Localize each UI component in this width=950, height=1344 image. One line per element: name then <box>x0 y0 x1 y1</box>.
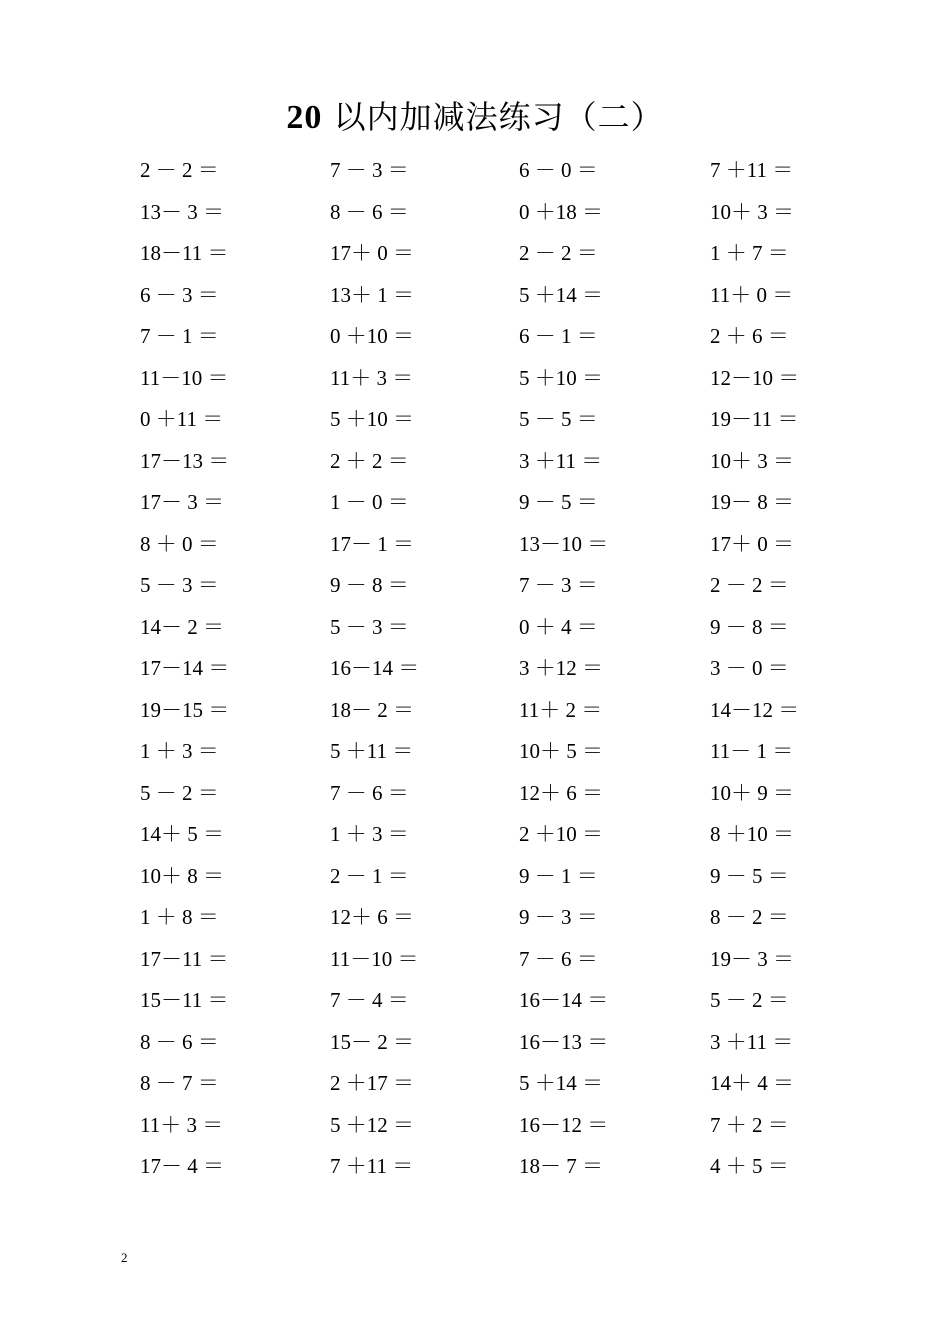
problem-cell: 12＋ 6 ＝ <box>519 780 603 805</box>
problem-row <box>140 150 840 192</box>
problem-row <box>140 399 840 441</box>
problem-cell: 19－15 ＝ <box>140 697 230 722</box>
problem-cell: 8 － 6 ＝ <box>140 1029 219 1054</box>
problem-cell: 0 ＋10 ＝ <box>330 324 414 348</box>
problem-cell: 9 － 8 ＝ <box>330 573 409 597</box>
problem-cell: 7 － 4 ＝ <box>330 988 409 1012</box>
problem-cell: 18－ 2 ＝ <box>330 697 414 722</box>
problem-cell: 17－ 4 ＝ <box>140 1154 224 1178</box>
problem-cell: 18－11 ＝ <box>140 241 229 265</box>
problem-row <box>140 897 840 939</box>
problem-cell: 10＋ 3 ＝ <box>710 199 794 224</box>
problem-cell: 2 － 2 ＝ <box>710 573 789 597</box>
problem-cell: 10＋ 5 ＝ <box>519 739 603 763</box>
problem-cell: 0 ＋ 4 ＝ <box>519 614 598 639</box>
problem-cell: 5 ＋10 ＝ <box>330 407 414 431</box>
problem-cell: 0 ＋18 ＝ <box>519 199 603 224</box>
problem-cell: 3 ＋11 ＝ <box>710 1029 794 1054</box>
problem-cell: 5 － 3 ＝ <box>330 614 409 639</box>
problem-cell: 5 － 2 ＝ <box>710 988 789 1012</box>
problem-row <box>140 192 840 234</box>
problem-cell: 8 － 6 ＝ <box>330 199 409 224</box>
problem-cell: 16－14 ＝ <box>330 656 420 680</box>
problem-cell: 7 ＋11 ＝ <box>710 158 794 182</box>
page-number: 2 <box>121 1250 128 1265</box>
problem-row <box>140 358 840 400</box>
problem-row <box>140 524 840 566</box>
problem-cell: 7 － 3 ＝ <box>330 158 409 182</box>
problem-cell: 13－ 3 ＝ <box>140 199 224 224</box>
problem-cell: 9 － 1 ＝ <box>519 863 598 888</box>
problem-cell: 17－11 ＝ <box>140 946 229 971</box>
problem-cell: 11＋ 3 ＝ <box>140 1112 224 1137</box>
problem-cell: 1 ＋ 3 ＝ <box>140 739 219 763</box>
problem-cell: 5 ＋12 ＝ <box>330 1112 414 1137</box>
problem-row <box>140 233 840 275</box>
problem-cell: 2 ＋17 ＝ <box>330 1071 414 1095</box>
problem-cell: 1 － 0 ＝ <box>330 490 409 514</box>
title-number: 20 <box>286 99 323 136</box>
problem-cell: 19－11 ＝ <box>710 407 799 431</box>
problem-cell: 5 － 2 ＝ <box>140 780 219 805</box>
problem-cell: 7 ＋11 ＝ <box>330 1154 414 1178</box>
problem-row <box>140 731 840 773</box>
problem-cell: 11－ 1 ＝ <box>710 739 794 763</box>
problem-cell: 11＋ 0 ＝ <box>710 282 794 307</box>
problem-cell: 11－10 ＝ <box>140 365 229 390</box>
problem-cell: 1 ＋ 8 ＝ <box>140 905 219 929</box>
problem-row <box>140 607 840 649</box>
problem-cell: 1 ＋ 3 ＝ <box>330 822 409 846</box>
problem-row <box>140 1063 840 1105</box>
problem-cell: 11－10 ＝ <box>330 946 419 971</box>
problem-row <box>140 1105 840 1147</box>
problem-cell: 17＋ 0 ＝ <box>330 241 414 265</box>
problem-cell: 5 ＋10 ＝ <box>519 365 603 390</box>
problem-cell: 13＋ 1 ＝ <box>330 282 414 307</box>
problem-cell: 14－12 ＝ <box>710 697 800 722</box>
problem-row <box>140 441 840 483</box>
problem-cell: 19－ 8 ＝ <box>710 490 794 514</box>
problem-cell: 9 － 8 ＝ <box>710 614 789 639</box>
problem-cell: 17－13 ＝ <box>140 448 230 473</box>
problem-cell: 1 ＋ 7 ＝ <box>710 241 789 265</box>
title-text: 以内加减法练习（二） <box>322 98 664 136</box>
problem-cell: 16－14 ＝ <box>519 988 609 1012</box>
problem-row <box>140 316 840 358</box>
problem-cell: 7 － 3 ＝ <box>519 573 598 597</box>
problem-cell: 10＋ 3 ＝ <box>710 448 794 473</box>
problem-cell: 0 ＋11 ＝ <box>140 407 224 431</box>
problem-cell: 7 － 6 ＝ <box>519 946 598 971</box>
problem-cell: 11＋ 3 ＝ <box>330 365 414 390</box>
problem-cell: 2 ＋ 6 ＝ <box>710 324 789 348</box>
problem-cell: 7 － 1 ＝ <box>140 324 219 348</box>
problem-row <box>140 856 840 898</box>
problem-cell: 2 － 1 ＝ <box>330 863 409 888</box>
problem-cell: 9 － 3 ＝ <box>519 905 598 929</box>
problem-cell: 8 ＋10 ＝ <box>710 822 794 846</box>
problem-cell: 5 ＋11 ＝ <box>330 739 414 763</box>
problem-cell: 3 ＋12 ＝ <box>519 656 603 680</box>
page-title <box>0 92 950 138</box>
problem-cell: 10＋ 8 ＝ <box>140 863 224 888</box>
problem-cell: 3 ＋11 ＝ <box>519 448 603 473</box>
problem-cell: 14＋ 4 ＝ <box>710 1071 794 1095</box>
problem-row <box>140 939 840 981</box>
problem-row <box>140 980 840 1022</box>
problem-cell: 12＋ 6 ＝ <box>330 905 414 929</box>
problem-cell: 8 ＋ 0 ＝ <box>140 531 219 556</box>
problem-cell: 5 － 3 ＝ <box>140 573 219 597</box>
problem-cell: 7 ＋ 2 ＝ <box>710 1112 789 1137</box>
problem-cell: 8 － 7 ＝ <box>140 1071 219 1095</box>
problem-cell: 10＋ 9 ＝ <box>710 780 794 805</box>
problem-cell: 17－ 1 ＝ <box>330 531 414 556</box>
problem-cell: 6 － 0 ＝ <box>519 158 598 182</box>
problem-cell: 17＋ 0 ＝ <box>710 531 794 556</box>
problem-cell: 3 － 0 ＝ <box>710 656 789 680</box>
problem-cell: 14＋ 5 ＝ <box>140 822 224 846</box>
problem-cell: 8 － 2 ＝ <box>710 905 789 929</box>
problem-cell: 15－11 ＝ <box>140 988 229 1012</box>
problem-cell: 12－10 ＝ <box>710 365 800 390</box>
problem-cell: 19－ 3 ＝ <box>710 946 794 971</box>
problem-cell: 9 － 5 ＝ <box>710 863 789 888</box>
problem-cell: 15－ 2 ＝ <box>330 1029 414 1054</box>
problem-row <box>140 1022 840 1064</box>
problem-cell: 5 ＋14 ＝ <box>519 282 603 307</box>
problem-cell: 18－ 7 ＝ <box>519 1154 603 1178</box>
problem-cell: 16－13 ＝ <box>519 1029 609 1054</box>
problem-cell: 17－ 3 ＝ <box>140 490 224 514</box>
problem-row <box>140 1146 840 1188</box>
problem-cell: 6 － 1 ＝ <box>519 324 598 348</box>
problem-cell: 2 ＋10 ＝ <box>519 822 603 846</box>
problem-cell: 7 － 6 ＝ <box>330 780 409 805</box>
problem-row <box>140 648 840 690</box>
problem-cell: 4 ＋ 5 ＝ <box>710 1154 789 1178</box>
problem-cell: 13－10 ＝ <box>519 531 609 556</box>
problem-cell: 2 － 2 ＝ <box>519 241 598 265</box>
problem-cell: 9 － 5 ＝ <box>519 490 598 514</box>
problem-cell: 14－ 2 ＝ <box>140 614 224 639</box>
problem-cell: 6 － 3 ＝ <box>140 282 219 307</box>
problem-row <box>140 814 840 856</box>
problem-cell: 5 － 5 ＝ <box>519 407 598 431</box>
problem-cell: 16－12 ＝ <box>519 1112 609 1137</box>
problem-cell: 17－14 ＝ <box>140 656 230 680</box>
problem-row <box>140 565 840 607</box>
problem-cell: 5 ＋14 ＝ <box>519 1071 603 1095</box>
problem-cell: 2 ＋ 2 ＝ <box>330 448 409 473</box>
problem-cell: 2 － 2 ＝ <box>140 158 219 182</box>
problem-row <box>140 482 840 524</box>
problem-row <box>140 690 840 732</box>
problem-row <box>140 773 840 815</box>
problem-cell: 11＋ 2 ＝ <box>519 697 603 722</box>
problem-row <box>140 275 840 317</box>
